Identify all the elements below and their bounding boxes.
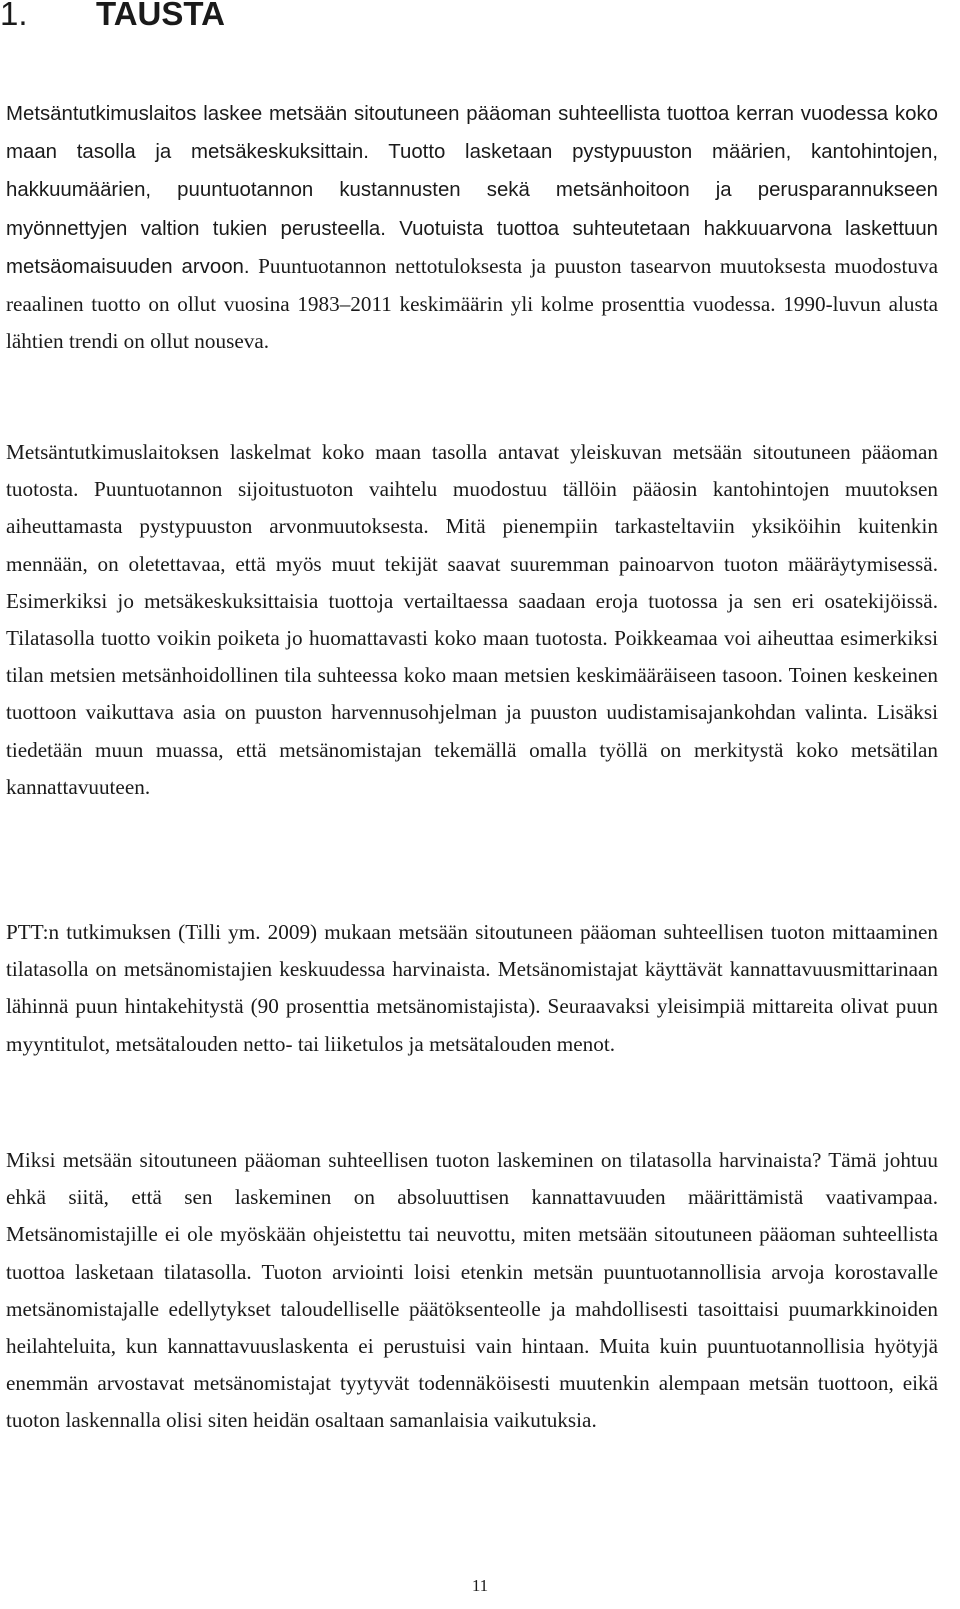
section-heading xyxy=(0,0,225,34)
paragraph-1-serif-part: Puuntuotannon nettotuloksesta ja puuston tasearvon muutoksesta muodostuva reaalinen tuotto on ollut vuosina 1983–2011 keskimäärin yli kolme prosenttia vuodessa. 1990-luvun alusta lähtien trendi on ollut nouseva. xyxy=(6,253,938,354)
paragraph-1-sans-part: Metsäntutkimuslaitos laskee metsään sitoutuneen pääoman suhteellista tuottoa kerran vuodessa koko maan tasolla ja metsäkeskuksittain. Tuotto lasketaan pystypuuston määrien, kantohintojen, hakkuumäärien, puuntuotannon kustannusten sekä metsänhoitoon ja perusparannukseen myönnettyjen valtion tukien perusteella. Vuotuista tuottoa suhteutetaan hakkuuarvona laskettuun metsäomaisuuden arvoon. xyxy=(6,103,938,278)
paragraph-1 xyxy=(6,95,938,360)
section-number: 1. xyxy=(0,0,28,32)
paragraph-3: PTT:n tutkimuksen (Tilli ym. 2009) mukaan metsään sitoutuneen pääoman suhteellisen tuoton mittaaminen tilatasolla on metsänomistajien keskuudessa harvinaista. Metsänomistajat käyttävät kannattavuusmittarinaan lähinnä puun hintakehitystä (90 prosenttia metsänomistajista). Seuraavaksi yleisimpiä mittareita olivat puun myyntitulot, metsätalouden netto- tai liiketulos ja metsätalouden menot. xyxy=(6,920,938,1056)
page-number: 11 xyxy=(471,1576,489,1595)
section-title: TAUSTA xyxy=(96,0,225,32)
paragraph-2: Metsäntutkimuslaitoksen laskelmat koko maan tasolla antavat yleiskuvan metsään sitoutuneen pääoman tuotosta. Puuntuotannon sijoitustuoton vaihtelu muodostuu tällöin pääosin kantohintojen muutoksen aiheuttamasta pystypuuston arvonmuutoksesta. Mitä pienempiin tarkasteltaviin yksiköihin kuitenkin mennään, on oletettavaa, että myös muut tekijät saavat suuremman painoarvon tuoton määräytymisessä. Esimerkiksi jo metsäkeskuksittaisia tuottoja vertailtaessa saadaan eroja tuotossa ja sen eri osatekijöissä. Tilatasolla tuotto voikin poiketa jo huomattavasti koko maan tuotosta. Poikkeamaa voi aiheuttaa esimerkiksi tilan metsien metsänhoidollinen tila suhteessa koko maan metsien keskimääräiseen tasoon. Toinen keskeinen tuottoon vaikuttava asia on puuston harvennusohjelman ja puuston uudistamisajankohdan valinta. Lisäksi tiedetään muun muassa, että metsänomistajan tekemällä omalla työllä on merkitystä koko metsätilan kannattavuuteen. xyxy=(6,440,938,799)
paragraph-4: Miksi metsään sitoutuneen pääoman suhteellisen tuoton laskeminen on tilatasolla harvinaista? Tämä johtuu ehkä siitä, että sen laskeminen on absoluuttisen kannattavuuden määrittämistä vaativampaa. Metsänomistajille ei ole myöskään ohjeistettu tai neuvottu, miten metsään sitoutuneen pääoman suhteellista tuottoa lasketaan tilatasolla. Tuoton arviointi loisi etenkin metsän puuntuotannollisia arvoja korostavalle metsänomistajalle edellytykset taloudelliselle päätöksenteolle ja mahdollisesti tasoittaisi puumarkkinoiden heilahteluita, kun kannattavuuslaskenta ei perustuisi vain hintaan. Muita kuin puuntuotannollisia hyötyjä enemmän arvostavat metsänomistajat tyytyvät todennäköisesti muutenkin alempaan metsän tuottoon, eikä tuoton laskennalla olisi siten heidän osaltaan samanlaisia vaikutuksia. xyxy=(6,1148,938,1433)
